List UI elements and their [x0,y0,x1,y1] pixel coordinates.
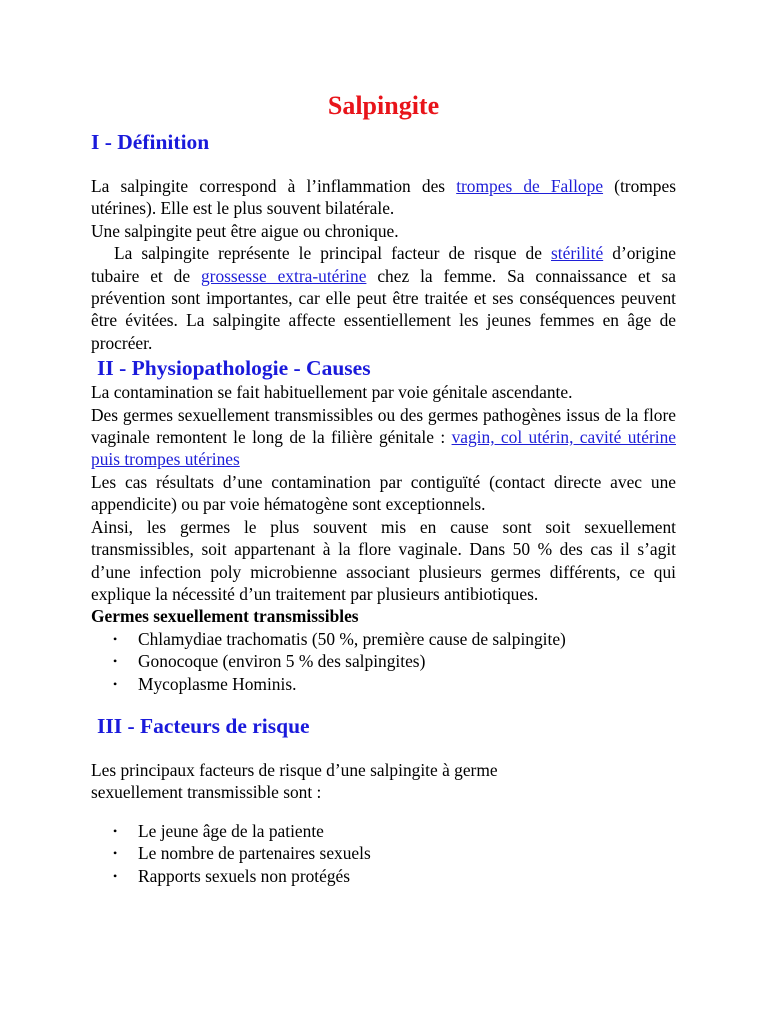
definition-text: La salpingite représente le principal facteur de risque de [114,243,552,264]
definition-text: chez la femme. Sa connaissance et sa prévention sont importantes, car elle peut être traitée et ses conséquences peuvent être évitées. La salpingite affecte essentiellement les jeunes femmes en âge de procréer. [91,265,676,353]
definition-text: La salpingite correspond à l’inflammation des [91,176,457,196]
link-sterilite[interactable]: stérilité [551,243,604,264]
bullet-icon: • [113,676,118,691]
germes-list [91,628,676,695]
list-item [91,842,676,864]
risk-list [91,820,676,887]
physio-paragraph-2 [91,404,676,471]
bullet-icon: • [113,846,118,861]
list-item-text: Le nombre de partenaires sexuels [138,843,371,864]
subheading-germes: Germes sexuellement transmissibles [91,606,359,627]
bullet-icon: • [113,631,118,646]
list-item-text: Rapports sexuels non protégés [138,865,351,886]
definition-text: d’origine tubaire et de [91,243,676,286]
list-item-text: Gonocoque (environ 5 % des salpingites) [138,651,426,672]
risk-intro-line: sexuellement transmissible sont : [91,782,322,803]
physio-paragraph-3: Les cas résultats d’une contamination par contiguïté (contact directe avec une appendicite) ou par voie hématogène sont exceptionnels. [91,471,676,515]
bullet-icon: • [113,823,118,838]
link-grossesse-extra-uterine[interactable]: grossesse extra-utérine [200,265,367,286]
list-item [91,820,676,842]
definition-paragraph-2: Une salpingite peut être aigue ou chronique. [91,220,399,241]
heading-definition: I - Définition [91,130,210,154]
risk-intro-line: Les principaux facteurs de risque d’une salpingite à germe [91,759,498,780]
risk-intro [91,759,676,804]
list-item-text: Le jeune âge de la patiente [138,820,324,841]
document-page [91,84,676,887]
link-voie-genitale[interactable]: vagin, col utérin, cavité utérine puis trompes utérines [91,427,676,470]
definition-paragraph-3 [91,242,676,354]
bullet-icon: • [113,654,118,669]
physio-text: Des germes sexuellement transmissibles ou des germes pathogènes issus de la flore vaginale remontent le long de la filière génitale : [91,404,676,448]
heading-physiopathologie: II - Physiopathologie - Causes [97,356,371,381]
list-item [91,628,676,650]
list-item [91,865,676,887]
list-item [91,650,676,672]
heading-facteurs-de-risque: III - Facteurs de risque [97,713,310,738]
physio-paragraph-4: Ainsi, les germes le plus souvent mis en cause sont soit sexuellement transmissibles, soit appartenant à la flore vaginale. Dans 50 % des cas il s’agit d’une infection poly microbienne associant plusieurs germes différents, ce qui explique la nécessité d’un traitement par plusieurs antibiotiques. [91,516,676,604]
document-title: Salpingite [327,91,440,120]
bullet-icon: • [113,868,118,883]
definition-paragraph-1 [91,175,676,220]
physio-paragraph-1: La contamination se fait habituellement par voie génitale ascendante. [91,382,573,403]
list-item-text: Mycoplasme Hominis. [138,673,297,694]
list-item [91,673,676,695]
link-trompes-de-fallope[interactable]: trompes de Fallope [456,176,604,196]
list-item-text: Chlamydiae trachomatis (50 %, première cause de salpingite) [138,628,566,649]
definition-text: (trompes utérines). Elle est le plus souvent bilatérale. [91,176,676,219]
